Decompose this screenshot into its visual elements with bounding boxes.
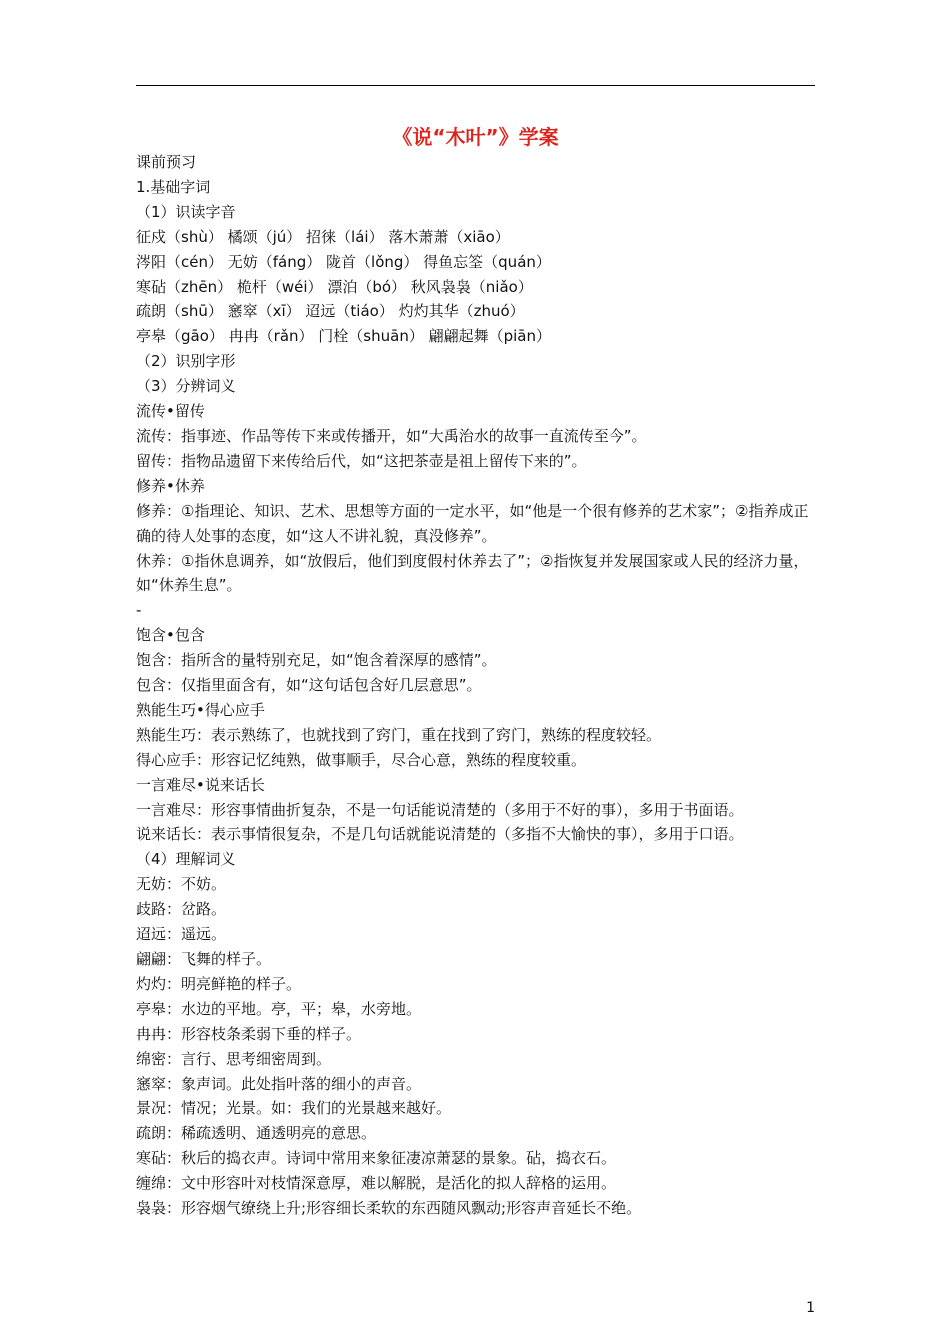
text-line: 一言难尽：形容事情曲折复杂，不是一句话能说清楚的（多用于不好的事），多用于书面语。 [136, 800, 744, 819]
text-line: 留传：指物品遗留下来传给后代，如“这把茶壶是祖上留传下来的”。 [136, 451, 587, 470]
text-line: 绵密：言行、思考细密周到。 [136, 1049, 332, 1068]
text-line: 袅袅：形容烟气缭绕上升;形容细长柔软的东西随风飘动;形容声音延长不绝。 [136, 1199, 642, 1218]
text-line: 无妨：不妨。 [136, 875, 227, 894]
text-line: 寒砧（zhēn） 桅杆（wéi） 漂泊（bó） 秋风袅袅（niǎo） [136, 277, 533, 296]
text-line: 说来话长：表示事情很复杂，不是几句话就能说清楚的（多指不大愉快的事），多用于口语。 [136, 825, 744, 844]
text-line: 亭皋（gāo） 冉冉（rǎn） 门栓（shuān） 翩翩起舞（piān） [136, 327, 551, 346]
text-line: 包含：仅指里面含有，如“这句话包含好几层意思”。 [136, 676, 482, 695]
document-body [136, 150, 815, 1221]
text-line: - [136, 601, 142, 620]
text-line: 迢远：遥远。 [136, 925, 227, 944]
text-line: 翩翩：飞舞的样子。 [136, 950, 272, 968]
text-line: 修养•休养 [136, 476, 205, 495]
text-line: （2）识别字形 [136, 352, 236, 371]
text-line: 得心应手：形容记忆纯熟，做事顺手，尽合心意，熟练的程度较重。 [136, 750, 587, 769]
text-line: 熟能生巧•得心应手 [136, 700, 265, 719]
text-line: 灼灼：明亮鲜艳的样子。 [136, 974, 302, 993]
text-line: 亭皋：水边的平地。亭，平；皋，水旁地。 [136, 999, 422, 1018]
text-line: 修养：①指理论、知识、艺术、思想等方面的一定水平，如“他是一个很有修养的艺术家”；②指养成正确的待人处事的态度，如“这人不讲礼貌，真没修养”。 [136, 501, 809, 545]
header-rule [136, 85, 815, 86]
text-line: 1.基础字词 [136, 177, 211, 196]
document-title: 《说“木叶”》学案 [392, 125, 559, 149]
text-line: 课前预习 [136, 153, 197, 171]
text-line: 熟能生巧：表示熟练了，也就找到了窍门，重在找到了窍门，熟练的程度较轻。 [136, 725, 662, 744]
text-line: 一言难尽•说来话长 [136, 775, 265, 794]
text-line: 征戍（shù） 橘颂（jú） 招徕（lái） 落木萧萧（xiāo） [136, 227, 510, 246]
page-number: 1 [806, 1300, 815, 1316]
text-line: 寒砧：秋后的捣衣声。诗词中常用来象征凄凉萧瑟的景象。砧，捣衣石。 [136, 1149, 617, 1168]
text-line: 饱含：指所含的量特别充足，如“饱含着深厚的感情”。 [136, 651, 497, 670]
text-line: （1）识读字音 [136, 202, 236, 221]
text-line: 休养：①指休息调养，如“放假后，他们到度假村休养去了”；②指恢复并发展国家或人民的经济力量，如“休养生息”。 [136, 551, 809, 595]
text-line: 涔阳（cén） 无妨（fáng） 陇首（lǒng） 得鱼忘筌（quán） [136, 252, 551, 271]
text-line: 疏朗：稀疏透明、通透明亮的意思。 [136, 1124, 377, 1143]
text-line: 窸窣：象声词。此处指叶落的细小的声音。 [136, 1074, 422, 1093]
text-line: （3）分辨词义 [136, 377, 236, 396]
text-line: 冉冉：形容枝条柔弱下垂的样子。 [136, 1024, 362, 1043]
text-line: 饱含•包含 [136, 626, 205, 645]
text-line: 流传•留传 [136, 402, 205, 421]
text-line: 歧路：岔路。 [136, 900, 227, 919]
text-line: 景况：情况；光景。如：我们的光景越来越好。 [136, 1099, 452, 1118]
text-line: 缠绵：文中形容叶对枝情深意厚，难以解脱，是活化的拟人辞格的运用。 [136, 1174, 617, 1193]
text-line: （4）理解词义 [136, 850, 236, 869]
text-line: 疏朗（shū） 窸窣（xī） 迢远（tiáo） 灼灼其华（zhuó） [136, 302, 525, 321]
text-line: 流传：指事迹、作品等传下来或传播开，如“大禹治水的故事一直流传至今”。 [136, 426, 647, 445]
